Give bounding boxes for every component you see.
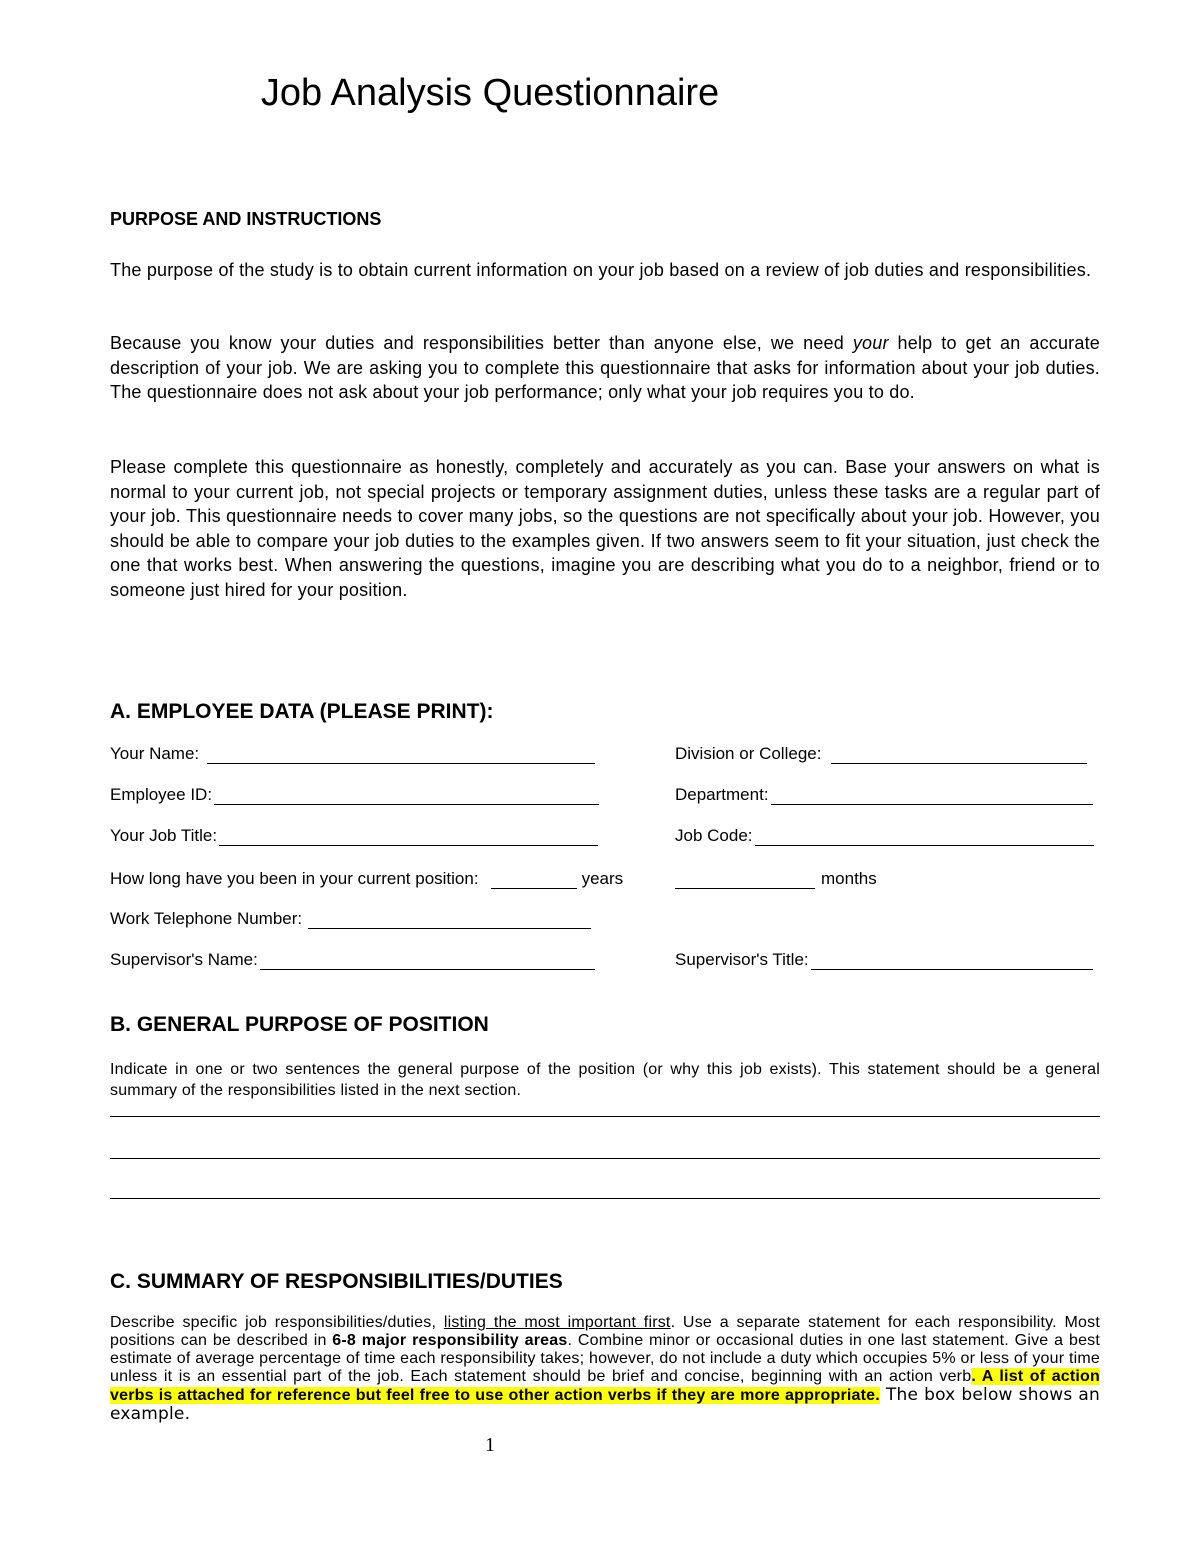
tenure-years-line[interactable] [491,870,577,889]
supervisor-title-label: Supervisor's Title: [675,950,809,969]
employee-id-label: Employee ID: [110,785,213,804]
c-text-3: . Combine minor or occasional duties in one last statement. Give a best estimate of average percentage of time each responsibility takes; however, do not include a duty which occupies 5% or less of your time unless it is an essential part of the job. Each statement should be brief and concise, beginning with an action verb [110,1332,1101,1385]
division-field[interactable] [675,744,1087,764]
supervisor-name-label: Supervisor's Name: [110,950,258,969]
purpose-heading: PURPOSE AND INSTRUCTIONS [110,209,382,229]
section-c-instructions [110,1314,1100,1424]
supervisor-title-field[interactable] [675,950,1093,970]
telephone-label: Work Telephone Number: [110,909,303,928]
your-name-label: Your Name: [110,744,200,763]
job-title-line[interactable] [219,827,598,846]
tenure-months-field[interactable] [675,869,877,889]
your-name-field[interactable] [110,744,595,764]
job-title-field[interactable] [110,826,598,846]
section-a-heading: A. EMPLOYEE DATA (PLEASE PRINT): [110,700,494,723]
telephone-field[interactable] [110,909,591,929]
department-field[interactable] [675,785,1093,805]
c-text-underlined: listing the most important first [443,1314,671,1331]
supervisor-name-field[interactable] [110,950,595,970]
c-text-2: . Use a separate statement for each responsibility. Most positions can be described in [110,1314,1100,1349]
c-text-highlighted: . A list of action verbs is attached for reference but feel free to use other action verbs if they are more appropriate. [110,1368,1101,1404]
section-b-heading: B. GENERAL PURPOSE OF POSITION [110,1013,489,1036]
telephone-line[interactable] [308,910,591,929]
division-line[interactable] [831,745,1087,764]
department-line[interactable] [771,786,1093,805]
employee-id-line[interactable] [214,786,599,805]
supervisor-name-line[interactable] [260,951,595,970]
job-code-field[interactable] [675,826,1094,846]
purpose-paragraph-3: Please complete this questionnaire as honestly, completely and accurately as you can. Base your answers on what is normal to your current job, not special projects or temporary assignment duties, unless these tasks are a regular part of your job. This questionnaire needs to cover many jobs, so the questions are not specifically about your job. However, you should be able to compare your job duties to the examples given. If two answers seem to fit your situation, just check the one that works best. When answering the questions, imagine you are describing what you do to a neighbor, friend or to someone just hired for your position. [110,457,1100,600]
section-c-heading: C. SUMMARY OF RESPONSIBILITIES/DUTIES [110,1270,563,1293]
c-text-end: The box below shows an example. [110,1385,1101,1424]
p2-text-a: Because you know your duties and responsibilities better than anyone else, we need [110,333,853,353]
page-number: 1 [485,1434,495,1456]
tenure-months-line[interactable] [675,870,815,889]
months-label: months [821,869,877,888]
division-label: Division or College: [675,744,822,763]
p2-text-b: help to get an accurate description of your job. We are asking you to complete this questionnaire that asks for information about your job duties. The questionnaire does not ask about your job performance; only what your job requires you to do. [110,333,1100,402]
tenure-label: How long have you been in your current position: [110,869,479,888]
employee-id-field[interactable] [110,785,599,805]
tenure-field[interactable] [110,869,623,889]
job-code-line[interactable] [755,827,1094,846]
page-title: Job Analysis Questionnaire [260,72,720,114]
section-b-instructions: Indicate in one or two sentences the general purpose of the position (or why this job exists). This statement should be a general summary of the responsibilities listed in the next section. [110,1061,1100,1099]
job-title-label: Your Job Title: [110,826,218,845]
purpose-answer-line-1[interactable] [110,1116,1100,1117]
purpose-answer-line-2[interactable] [110,1158,1100,1159]
purpose-paragraph-1: The purpose of the study is to obtain current information on your job based on a review of job duties and responsibilities. [110,260,1092,280]
years-label: years [581,869,624,888]
purpose-paragraph-2 [110,331,1100,405]
department-label: Department: [675,785,769,804]
supervisor-title-line[interactable] [811,951,1093,970]
purpose-answer-line-3[interactable] [110,1198,1100,1199]
c-text-1: Describe specific job responsibilities/duties, [110,1314,444,1331]
job-code-label: Job Code: [675,826,753,845]
your-name-line[interactable] [207,745,595,764]
p2-italic: your [852,333,889,353]
c-text-bold: 6-8 major responsibility areas [332,1332,568,1349]
